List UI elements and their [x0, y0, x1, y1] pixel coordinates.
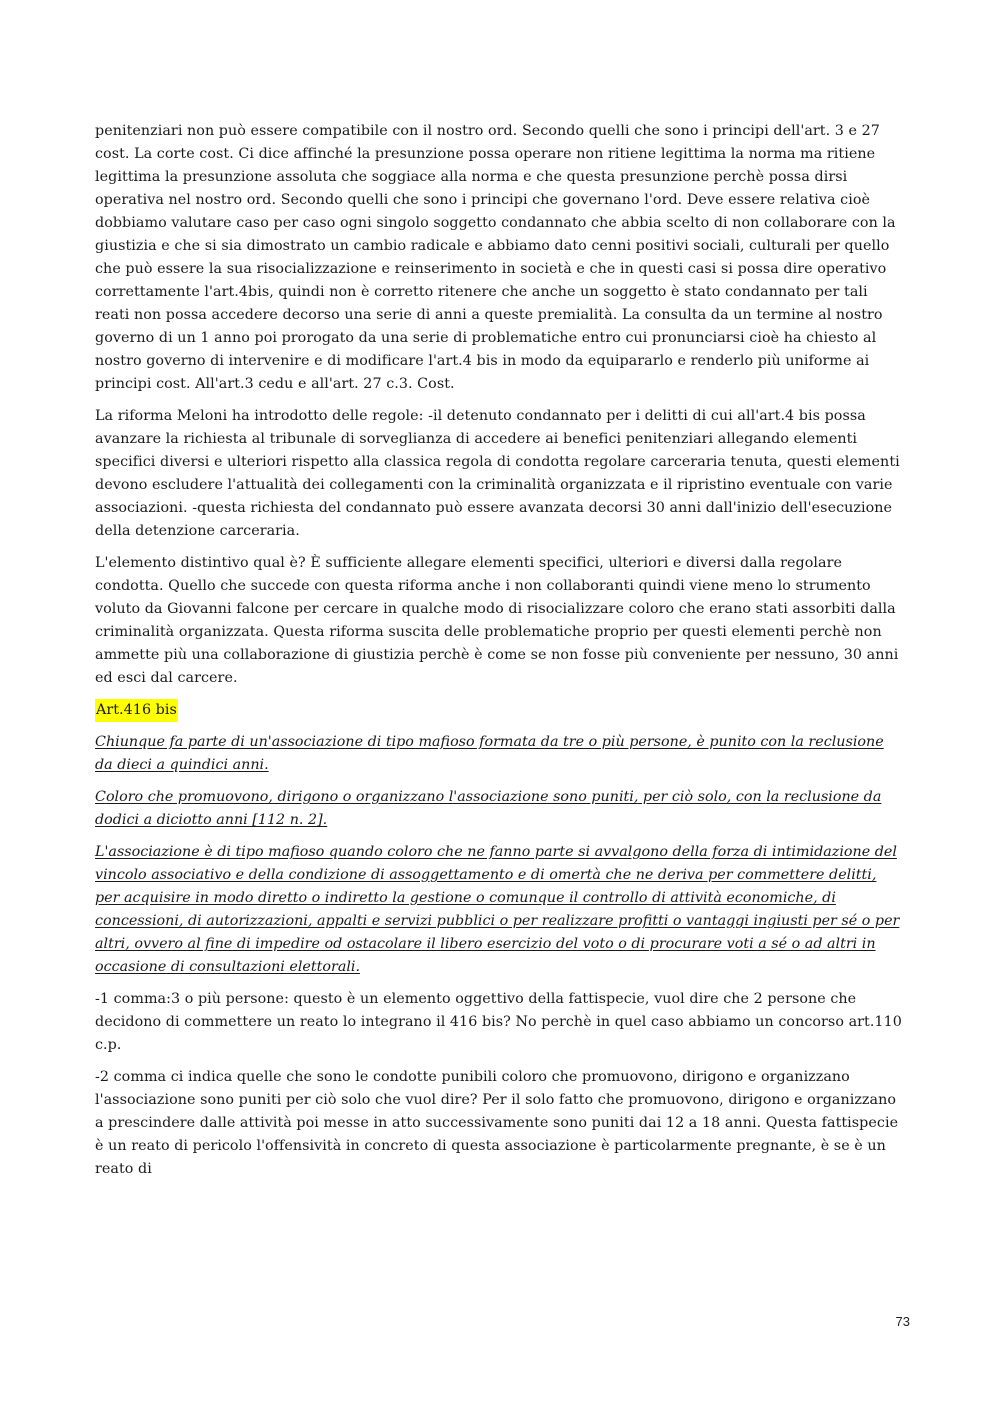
- page-body: [95, 120, 903, 1190]
- law-quote: Coloro che promuovono, dirigono o organizzano l'associazione sono puniti, per ciò solo, con la reclusione da dodici a diciotto anni [112 n. 2].: [95, 789, 882, 828]
- page-number: 73: [895, 1314, 910, 1329]
- article-heading: Art.416 bis: [95, 699, 178, 722]
- article-heading-line: [95, 699, 903, 722]
- commentary-paragraph: -2 comma ci indica quelle che sono le condotte punibili coloro che promuovono, dirigono e organizzano l'associazione sono puniti per ciò solo che vuol dire? Per il solo fatto che promuovono, dirigono e organizzano a prescindere dalle attività poi messe in atto successivamente sono puniti dai 12 a 18 anni. Questa fattispecie è un reato di pericolo l'offensività in concreto di questa associazione è particolarmente pregnante, è se è un reato di: [95, 1069, 899, 1177]
- commentary-paragraph: -1 comma:3 o più persone: questo è un elemento oggettivo della fattispecie, vuol dire che 2 persone che decidono di commettere un reato lo integrano il 416 bis? No perchè in quel caso abbiamo un concorso art.110 c.p.: [95, 991, 902, 1053]
- law-quote: Chiunque fa parte di un'associazione di tipo mafioso formata da tre o più persone, è punito con la reclusione da dieci a quindici anni.: [95, 734, 884, 773]
- paragraph: L'elemento distintivo qual è? È sufficiente allegare elementi specifici, ulteriori e diversi dalla regolare condotta. Quello che succede con questa riforma anche i non collaboranti quindi viene meno lo strumento voluto da Giovanni falcone per cercare in qualche modo di risocializzare coloro che erano stati assorbiti dalla criminalità organizzata. Questa riforma suscita delle problematiche proprio per questi elementi perchè non ammette più una collaborazione di giustizia perchè è come se non fosse più conveniente per nessuno, 30 anni ed esci dal carcere.: [95, 555, 899, 686]
- paragraph: penitenziari non può essere compatibile con il nostro ord. Secondo quelli che sono i principi dell'art. 3 e 27 cost. La corte cost. Ci dice affinché la presunzione possa operare non ritiene legittima la norma ma ritiene legittima la presunzione assoluta che soggiace alla norma e che questa presunzione perchè possa dirsi operativa nel nostro ord. Secondo quelli che sono i principi che governano l'ord. Deve essere relativa cioè dobbiamo valutare caso per caso ogni singolo soggetto condannato che abbia scelto di non collaborare con la giustizia e che si sia dimostrato un cambio radicale e abbiamo dato cenni positivi sociali, culturali per quello che può essere la sua risocializzazione e reinserimento in società e che in questi casi si possa dire operativo correttamente l'art.4bis, quindi non è corretto ritenere che anche un soggetto è stato condannato per tali reati non possa accedere decorso una serie di anni a queste premialità. La consulta da un termine al nostro governo di un 1 anno poi prorogato da una serie di problematiche entro cui pronunciarsi cioè ha chiesto al nostro governo di intervenire e di modificare l'art.4 bis in modo da equipararlo e renderlo più uniforme ai principi cost. All'art.3 cedu e all'art. 27 c.3. Cost.: [95, 123, 896, 392]
- paragraph: La riforma Meloni ha introdotto delle regole: -il detenuto condannato per i delitti di cui all'art.4 bis possa avanzare la richiesta al tribunale di sorveglianza di accedere ai benefici penitenziari allegando elementi specifici diversi e ulteriori rispetto alla classica regola di condotta regolare carceraria tenuta, questi elementi devono escludere l'attualità dei collegamenti con la criminalità organizzata e il ripristino eventuale con varie associazioni. -questa richiesta del condannato può essere avanzata decorsi 30 anni dall'inizio dell'esecuzione della detenzione carceraria.: [95, 408, 900, 539]
- law-quote: L'associazione è di tipo mafioso quando coloro che ne fanno parte si avvalgono della forza di intimidazione del vincolo associativo e della condizione di assoggettamento e di omertà che ne deriva per commettere delitti, per acquisire in modo diretto o indiretto la gestione o comunque il controllo di attività economiche, di concessioni, di autorizzazioni, appalti e servizi pubblici o per realizzare profitti o vantaggi ingiusti per sé o per altri, ovvero al fine di impedire od ostacolare il libero esercizio del voto o di procurare voti a sé o ad altri in occasione di consultazioni elettorali.: [95, 844, 900, 975]
